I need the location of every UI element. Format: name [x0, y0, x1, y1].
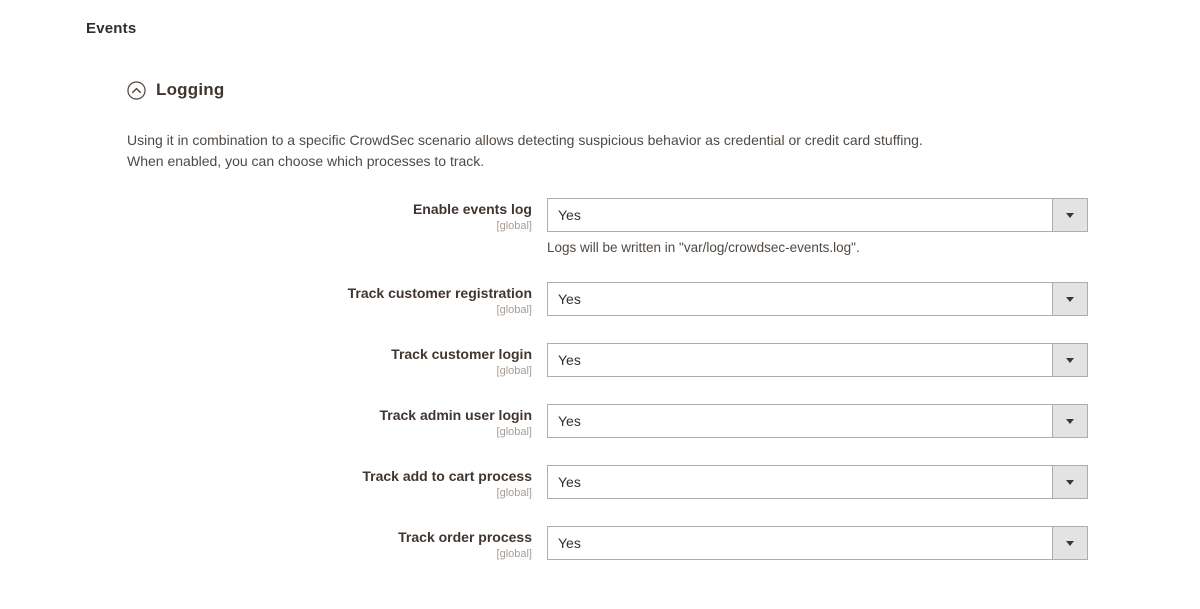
- chevron-up-circle-icon[interactable]: [127, 81, 146, 100]
- select-track-add-to-cart-process[interactable]: [547, 465, 1088, 499]
- field-scope-label: [global]: [496, 220, 532, 232]
- section-description: [127, 130, 1200, 172]
- field-note: Logs will be written in "var/log/crowdsec-events.log".: [547, 240, 860, 255]
- field-label: Track order process: [398, 529, 532, 545]
- field-input-column: [547, 404, 1088, 439]
- form-row-track-order-process: [127, 526, 1200, 561]
- field-label: Track customer login: [391, 346, 532, 362]
- chevron-down-icon[interactable]: [1052, 344, 1087, 376]
- form-row-enable-events-log: [127, 198, 1200, 256]
- select-value: Yes: [558, 535, 581, 551]
- select-value: Yes: [558, 474, 581, 490]
- field-scope-label: [global]: [496, 365, 532, 377]
- field-scope-label: [global]: [496, 304, 532, 316]
- field-label-column: [127, 404, 532, 439]
- field-label: Enable events log: [412, 201, 532, 217]
- field-label: Track admin user login: [379, 407, 532, 423]
- page-title: Events: [86, 20, 137, 37]
- select-track-order-process[interactable]: [547, 526, 1088, 560]
- field-label: Track add to cart process: [362, 468, 532, 484]
- form-row-track-customer-registration: [127, 282, 1200, 317]
- form-rows: [127, 198, 1200, 561]
- field-input-column: [547, 198, 1088, 256]
- field-input-column: [547, 526, 1088, 561]
- select-value: Yes: [558, 352, 581, 368]
- form-row-track-customer-login: [127, 343, 1200, 378]
- chevron-down-icon[interactable]: [1052, 405, 1087, 437]
- section-description-line2: When enabled, you can choose which processes to track.: [127, 153, 485, 169]
- select-value: Yes: [558, 291, 581, 307]
- field-input-column: [547, 343, 1088, 378]
- field-scope-label: [global]: [496, 487, 532, 499]
- field-label: Track customer registration: [347, 285, 532, 301]
- chevron-down-icon[interactable]: [1052, 466, 1087, 498]
- select-enable-events-log[interactable]: [547, 198, 1088, 232]
- field-label-column: [127, 465, 532, 500]
- select-track-customer-login[interactable]: [547, 343, 1088, 377]
- form-row-track-admin-user-login: [127, 404, 1200, 439]
- field-label-column: [127, 526, 532, 561]
- chevron-down-icon[interactable]: [1052, 283, 1087, 315]
- form-row-track-add-to-cart-process: [127, 465, 1200, 500]
- field-input-column: [547, 465, 1088, 500]
- select-value: Yes: [558, 207, 581, 223]
- section-title: Logging: [156, 80, 225, 99]
- section-header-logging[interactable]: [127, 80, 224, 100]
- field-label-column: [127, 198, 532, 256]
- select-track-admin-user-login[interactable]: [547, 404, 1088, 438]
- chevron-down-icon[interactable]: [1052, 527, 1087, 559]
- section-logging: [127, 80, 1200, 561]
- select-track-customer-registration[interactable]: [547, 282, 1088, 316]
- field-input-column: [547, 282, 1088, 317]
- select-value: Yes: [558, 413, 581, 429]
- field-label-column: [127, 282, 532, 317]
- field-scope-label: [global]: [496, 426, 532, 438]
- field-label-column: [127, 343, 532, 378]
- chevron-down-icon[interactable]: [1052, 199, 1087, 231]
- field-scope-label: [global]: [496, 548, 532, 560]
- section-description-line1: Using it in combination to a specific CrowdSec scenario allows detecting suspicious behavior as credential or credit card stuffing.: [127, 132, 923, 148]
